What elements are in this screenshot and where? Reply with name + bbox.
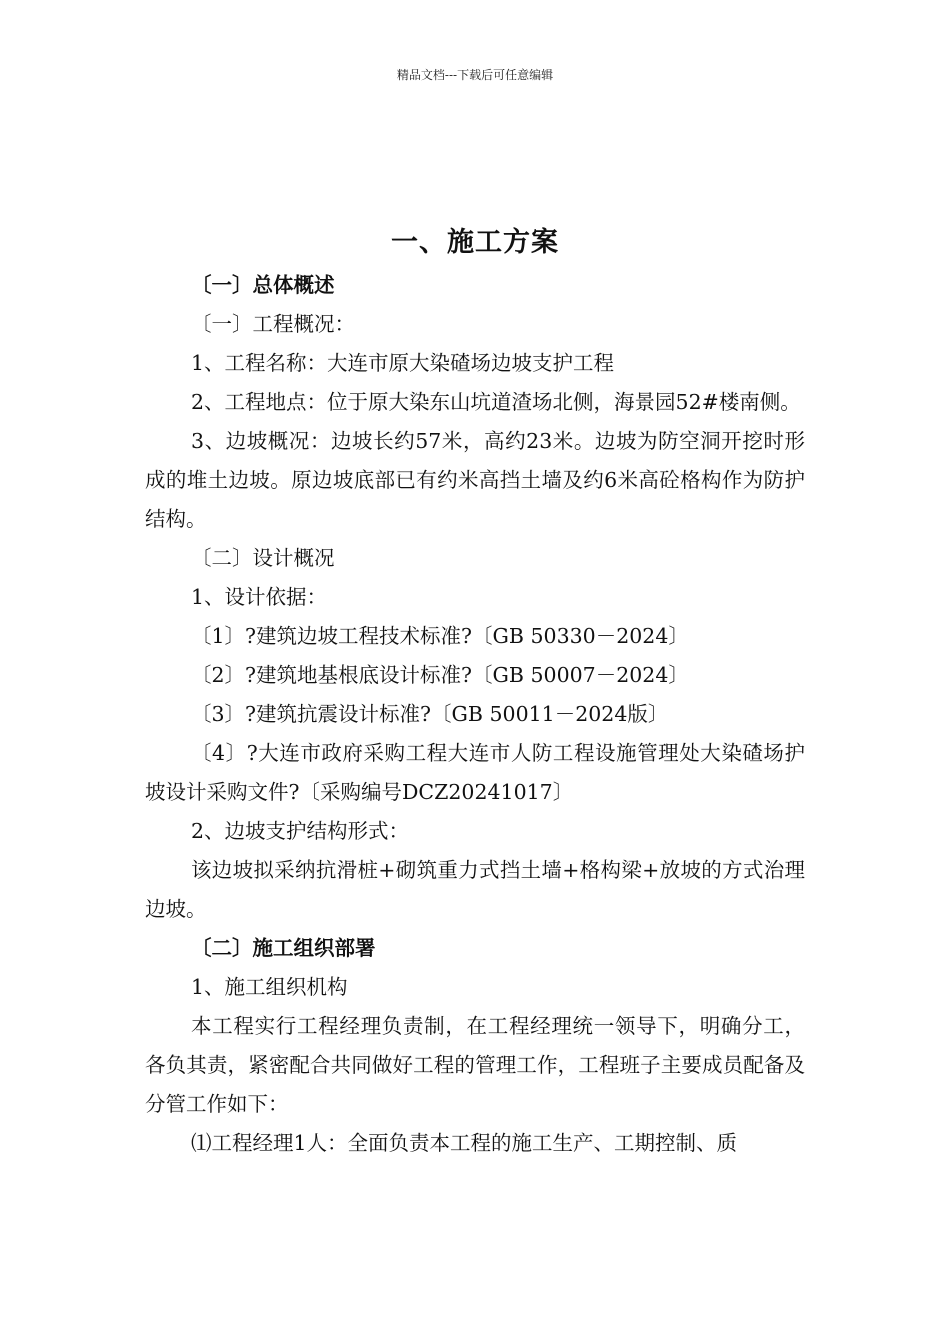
paragraph: ⑴工程经理1人：全面负责本工程的施工生产、工期控制、质 [191, 1131, 738, 1155]
paragraph: 1、设计依据： [191, 585, 328, 609]
document-body [145, 266, 805, 1163]
page-title: 一、施工方案 [391, 227, 559, 258]
list-item: 〔2〕?建筑地基根底设计标准?〔GB 50007－2024〕 [191, 663, 689, 687]
section-heading: 〔二〕施工组织部署 [191, 936, 376, 960]
paragraph: 1、工程名称：大连市原大染碴场边坡支护工程 [191, 351, 615, 375]
list-item: 〔1〕?建筑边坡工程技术标准?〔GB 50330－2024〕 [191, 624, 689, 648]
paragraph: 3、边坡概况：边坡长约57米，高约23米。边坡为防空洞开挖时形成的堆土边坡。原边坡底部已有约米高挡土墙及约6米高砼格构作为防护结构。 [145, 429, 805, 531]
list-item: 〔3〕?建筑抗震设计标准?〔GB 50011－2024版〕 [191, 702, 669, 726]
subsection-heading: 〔一〕工程概况： [191, 312, 355, 336]
paragraph: 该边坡拟采纳抗滑桩+砌筑重力式挡土墙+格构梁+放坡的方式治理边坡。 [145, 858, 805, 921]
header-note: 精品文档---下载后可任意编辑 [396, 68, 554, 82]
paragraph: 1、施工组织机构 [191, 975, 348, 999]
section-heading: 〔一〕总体概述 [191, 273, 335, 297]
subsection-heading: 〔二〕设计概况 [191, 546, 335, 570]
paragraph: 本工程实行工程经理负责制，在工程经理统一领导下，明确分工，各负其责，紧密配合共同做好工程的管理工作，工程班子主要成员配备及分管工作如下： [145, 1014, 805, 1116]
paragraph: 2、工程地点：位于原大染东山坑道渣场北侧，海景园52#楼南侧。 [191, 390, 801, 414]
paragraph: 2、边坡支护结构形式： [191, 819, 410, 843]
list-item: 〔4〕?大连市政府采购工程大连市人防工程设施管理处大染碴场护坡设计采购文件?〔采购编号DCZ20241017〕 [145, 741, 805, 804]
